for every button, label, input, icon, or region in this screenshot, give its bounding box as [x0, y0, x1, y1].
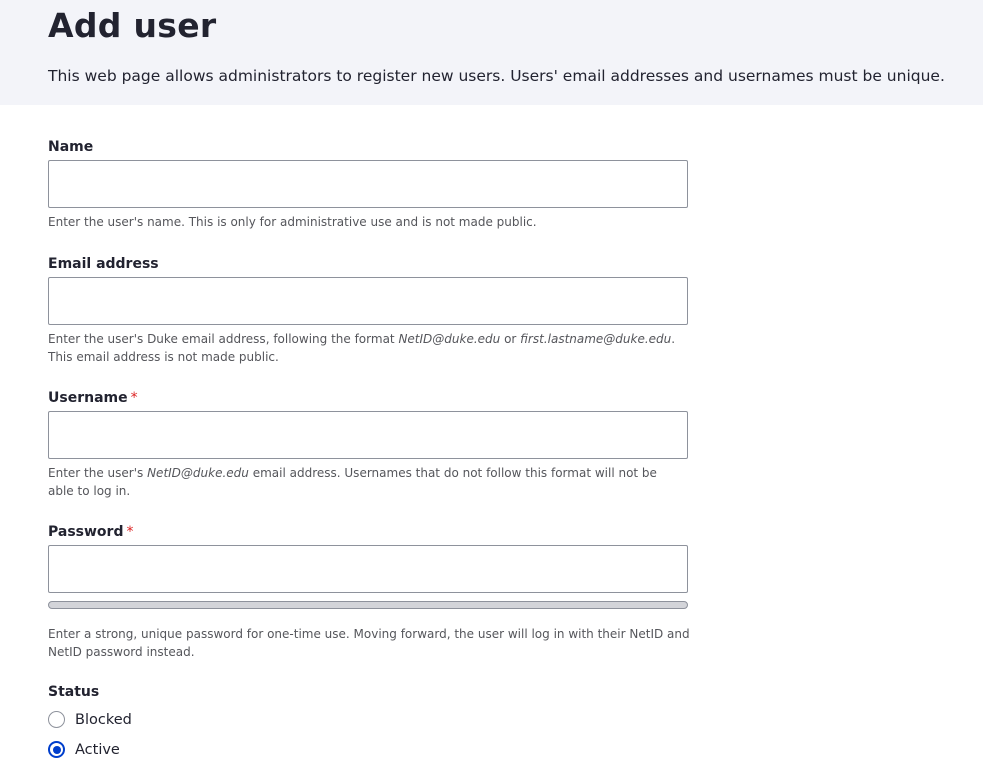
help-text: .	[671, 332, 676, 346]
required-marker: *	[130, 390, 138, 406]
password-label	[48, 524, 133, 540]
page-description: This web page allows administrators to register new users. Users' email addresses and usernames must be unique.	[48, 67, 945, 85]
help-text: or	[500, 332, 521, 346]
radio-checked-icon[interactable]	[48, 741, 65, 758]
help-format: NetID@duke.edu	[398, 332, 501, 346]
name-label: Name	[48, 139, 94, 155]
status-label: Status	[48, 684, 100, 700]
email-label: Email address	[48, 256, 159, 272]
label-text: Username	[48, 390, 128, 406]
page-header	[0, 0, 983, 105]
help-text: Enter the user's	[48, 466, 148, 480]
radio-unchecked-icon[interactable]	[48, 711, 65, 728]
status-radio-blocked[interactable]	[48, 711, 132, 728]
password-strength-bar	[48, 601, 688, 609]
help-format: first.lastname@duke.edu	[520, 332, 672, 346]
email-input[interactable]	[48, 277, 688, 325]
radio-label: Active	[75, 741, 120, 758]
email-help	[48, 330, 698, 366]
name-input[interactable]	[48, 160, 688, 208]
label-text: Password	[48, 524, 124, 540]
help-text: email address. Usernames that do not follow this format will not be able to log in.	[48, 466, 657, 498]
page-title: Add user	[48, 6, 217, 45]
radio-label: Blocked	[75, 711, 132, 728]
username-label	[48, 390, 138, 406]
help-format: NetID@duke.edu	[147, 466, 249, 480]
username-input[interactable]	[48, 411, 688, 459]
password-help: Enter a strong, unique password for one-time use. Moving forward, the user will log in with their NetID and NetID password instead.	[48, 627, 690, 659]
password-input[interactable]	[48, 545, 688, 593]
status-radio-active[interactable]	[48, 741, 120, 758]
name-help: Enter the user's name. This is only for administrative use and is not made public.	[48, 215, 537, 229]
required-marker: *	[126, 524, 134, 540]
username-help	[48, 464, 678, 500]
help-text: This email address is not made public.	[48, 350, 279, 364]
help-text: Enter the user's Duke email address, following the format	[48, 332, 399, 346]
